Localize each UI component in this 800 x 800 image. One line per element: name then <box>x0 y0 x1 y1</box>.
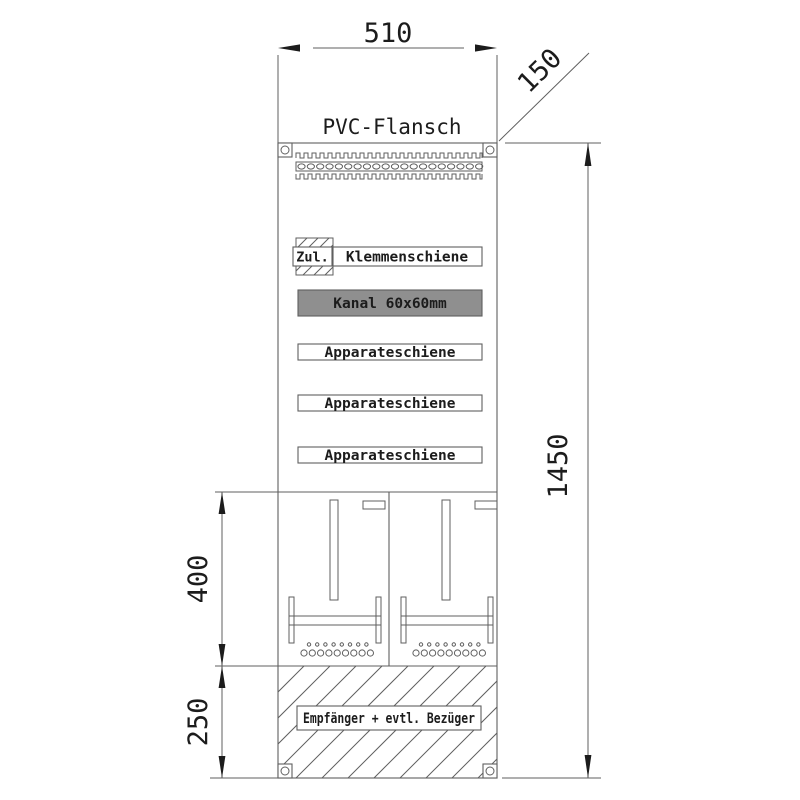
zul-label: Zul. <box>296 249 329 266</box>
rail-bar <box>401 616 493 625</box>
terminal-dot <box>444 643 447 646</box>
arrow-right-icon <box>475 44 497 51</box>
flange-slot-oval <box>410 164 417 169</box>
terminal-dot <box>324 643 327 646</box>
terminal-circle <box>309 650 315 656</box>
arrow-down-icon <box>219 644 226 666</box>
terminal-circle <box>438 650 444 656</box>
flange-slot-oval <box>326 164 333 169</box>
dim-150-label: 150 <box>511 42 569 100</box>
flange-slot-oval <box>363 164 370 169</box>
terminal-dot <box>307 643 310 646</box>
apparateschiene-label-3: Apparateschiene <box>324 448 456 464</box>
klemmenschiene-row <box>259 238 482 275</box>
pvc-flansch-label: PVC-Flansch <box>322 115 462 139</box>
terminal-dot <box>419 643 422 646</box>
corner-screw-top-left <box>278 143 292 157</box>
meter-fields <box>289 500 497 656</box>
flange-slot-oval <box>382 164 389 169</box>
bottom-section <box>166 666 590 778</box>
corner-screw-top-right <box>483 143 497 157</box>
dimension-250 <box>183 666 278 778</box>
rail-flange-right <box>376 597 381 643</box>
terminal-circle <box>301 650 307 656</box>
rail-bar <box>289 616 381 625</box>
flange-teeth-bottom <box>296 174 482 179</box>
apparateschiene-label-2: Apparateschiene <box>324 396 456 412</box>
flange-slot-oval <box>457 164 464 169</box>
flange-slot-oval <box>466 164 473 169</box>
terminal-circle <box>479 650 485 656</box>
rail-flange-left <box>289 597 294 643</box>
apparateschiene-rows <box>298 344 482 464</box>
terminal-dot <box>348 643 351 646</box>
terminal-circle <box>359 650 365 656</box>
flange-slot-oval <box>438 164 445 169</box>
flange-slot-oval <box>419 164 426 169</box>
flange-slot-oval <box>335 164 342 169</box>
corner-screw-bottom-left <box>278 764 292 778</box>
terminal-circle <box>367 650 373 656</box>
terminal-circle <box>471 650 477 656</box>
terminal-dot <box>469 643 472 646</box>
flange-slot-oval <box>429 164 436 169</box>
terminal-circle <box>463 650 469 656</box>
rail-flange-right <box>488 597 493 643</box>
meter-slot <box>330 500 338 600</box>
dim-400-label: 400 <box>183 554 214 604</box>
terminal-dot <box>340 643 343 646</box>
corner-screw-bottom-right <box>483 764 497 778</box>
meter-field-left <box>289 500 385 656</box>
terminal-circle <box>454 650 460 656</box>
arrow-left-icon <box>278 44 300 51</box>
meter-slot <box>442 500 450 600</box>
meter-window <box>363 501 385 509</box>
dim-250-label: 250 <box>183 697 214 747</box>
dim-510-label: 510 <box>363 18 413 49</box>
meter-window <box>475 501 497 509</box>
arrow-down-icon <box>585 755 592 778</box>
terminal-dot <box>357 643 360 646</box>
flange-slot-oval <box>298 164 305 169</box>
kanal-row <box>298 290 482 316</box>
flange-slot-oval <box>345 164 352 169</box>
dimension-400 <box>183 492 278 666</box>
flange-slot-oval <box>401 164 408 169</box>
arrow-up-icon <box>219 666 226 688</box>
kanal-label: Kanal 60x60mm <box>333 296 447 312</box>
terminal-circle <box>342 650 348 656</box>
terminal-dot <box>316 643 319 646</box>
terminal-circle <box>326 650 332 656</box>
empfaenger-label: Empfänger + evtl. Bezüger <box>303 711 476 727</box>
terminal-dot <box>477 643 480 646</box>
flange-teeth-top <box>296 153 482 158</box>
meter-field-section <box>278 492 497 666</box>
flange-slot-oval <box>307 164 314 169</box>
flange-slot-oval <box>391 164 398 169</box>
arrow-up-icon <box>219 492 226 514</box>
terminal-dot <box>452 643 455 646</box>
apparateschiene-label-1: Apparateschiene <box>324 345 456 361</box>
terminal-circle <box>446 650 452 656</box>
dim-1450-label: 1450 <box>543 433 574 499</box>
terminal-dot <box>460 643 463 646</box>
terminal-dot <box>428 643 431 646</box>
terminal-circle <box>351 650 357 656</box>
terminal-circle <box>334 650 340 656</box>
terminal-circle <box>413 650 419 656</box>
klemmenschiene-label: Klemmenschiene <box>345 249 469 266</box>
terminal-circle <box>430 650 436 656</box>
dimension-150 <box>499 43 589 141</box>
terminal-circle <box>421 650 427 656</box>
toothed-flange-strip <box>296 153 483 179</box>
arrow-down-icon <box>219 756 226 778</box>
flange-slot-oval <box>354 164 361 169</box>
rail-flange-left <box>401 597 406 643</box>
flange-slot-oval <box>317 164 324 169</box>
dimension-1450 <box>502 143 601 778</box>
arrow-up-icon <box>585 143 592 166</box>
terminal-dot <box>436 643 439 646</box>
terminal-circle <box>318 650 324 656</box>
meter-field-right <box>401 500 497 656</box>
flange-slot-oval <box>448 164 455 169</box>
terminal-dot <box>365 643 368 646</box>
terminal-dot <box>332 643 335 646</box>
flange-slot-oval <box>373 164 380 169</box>
